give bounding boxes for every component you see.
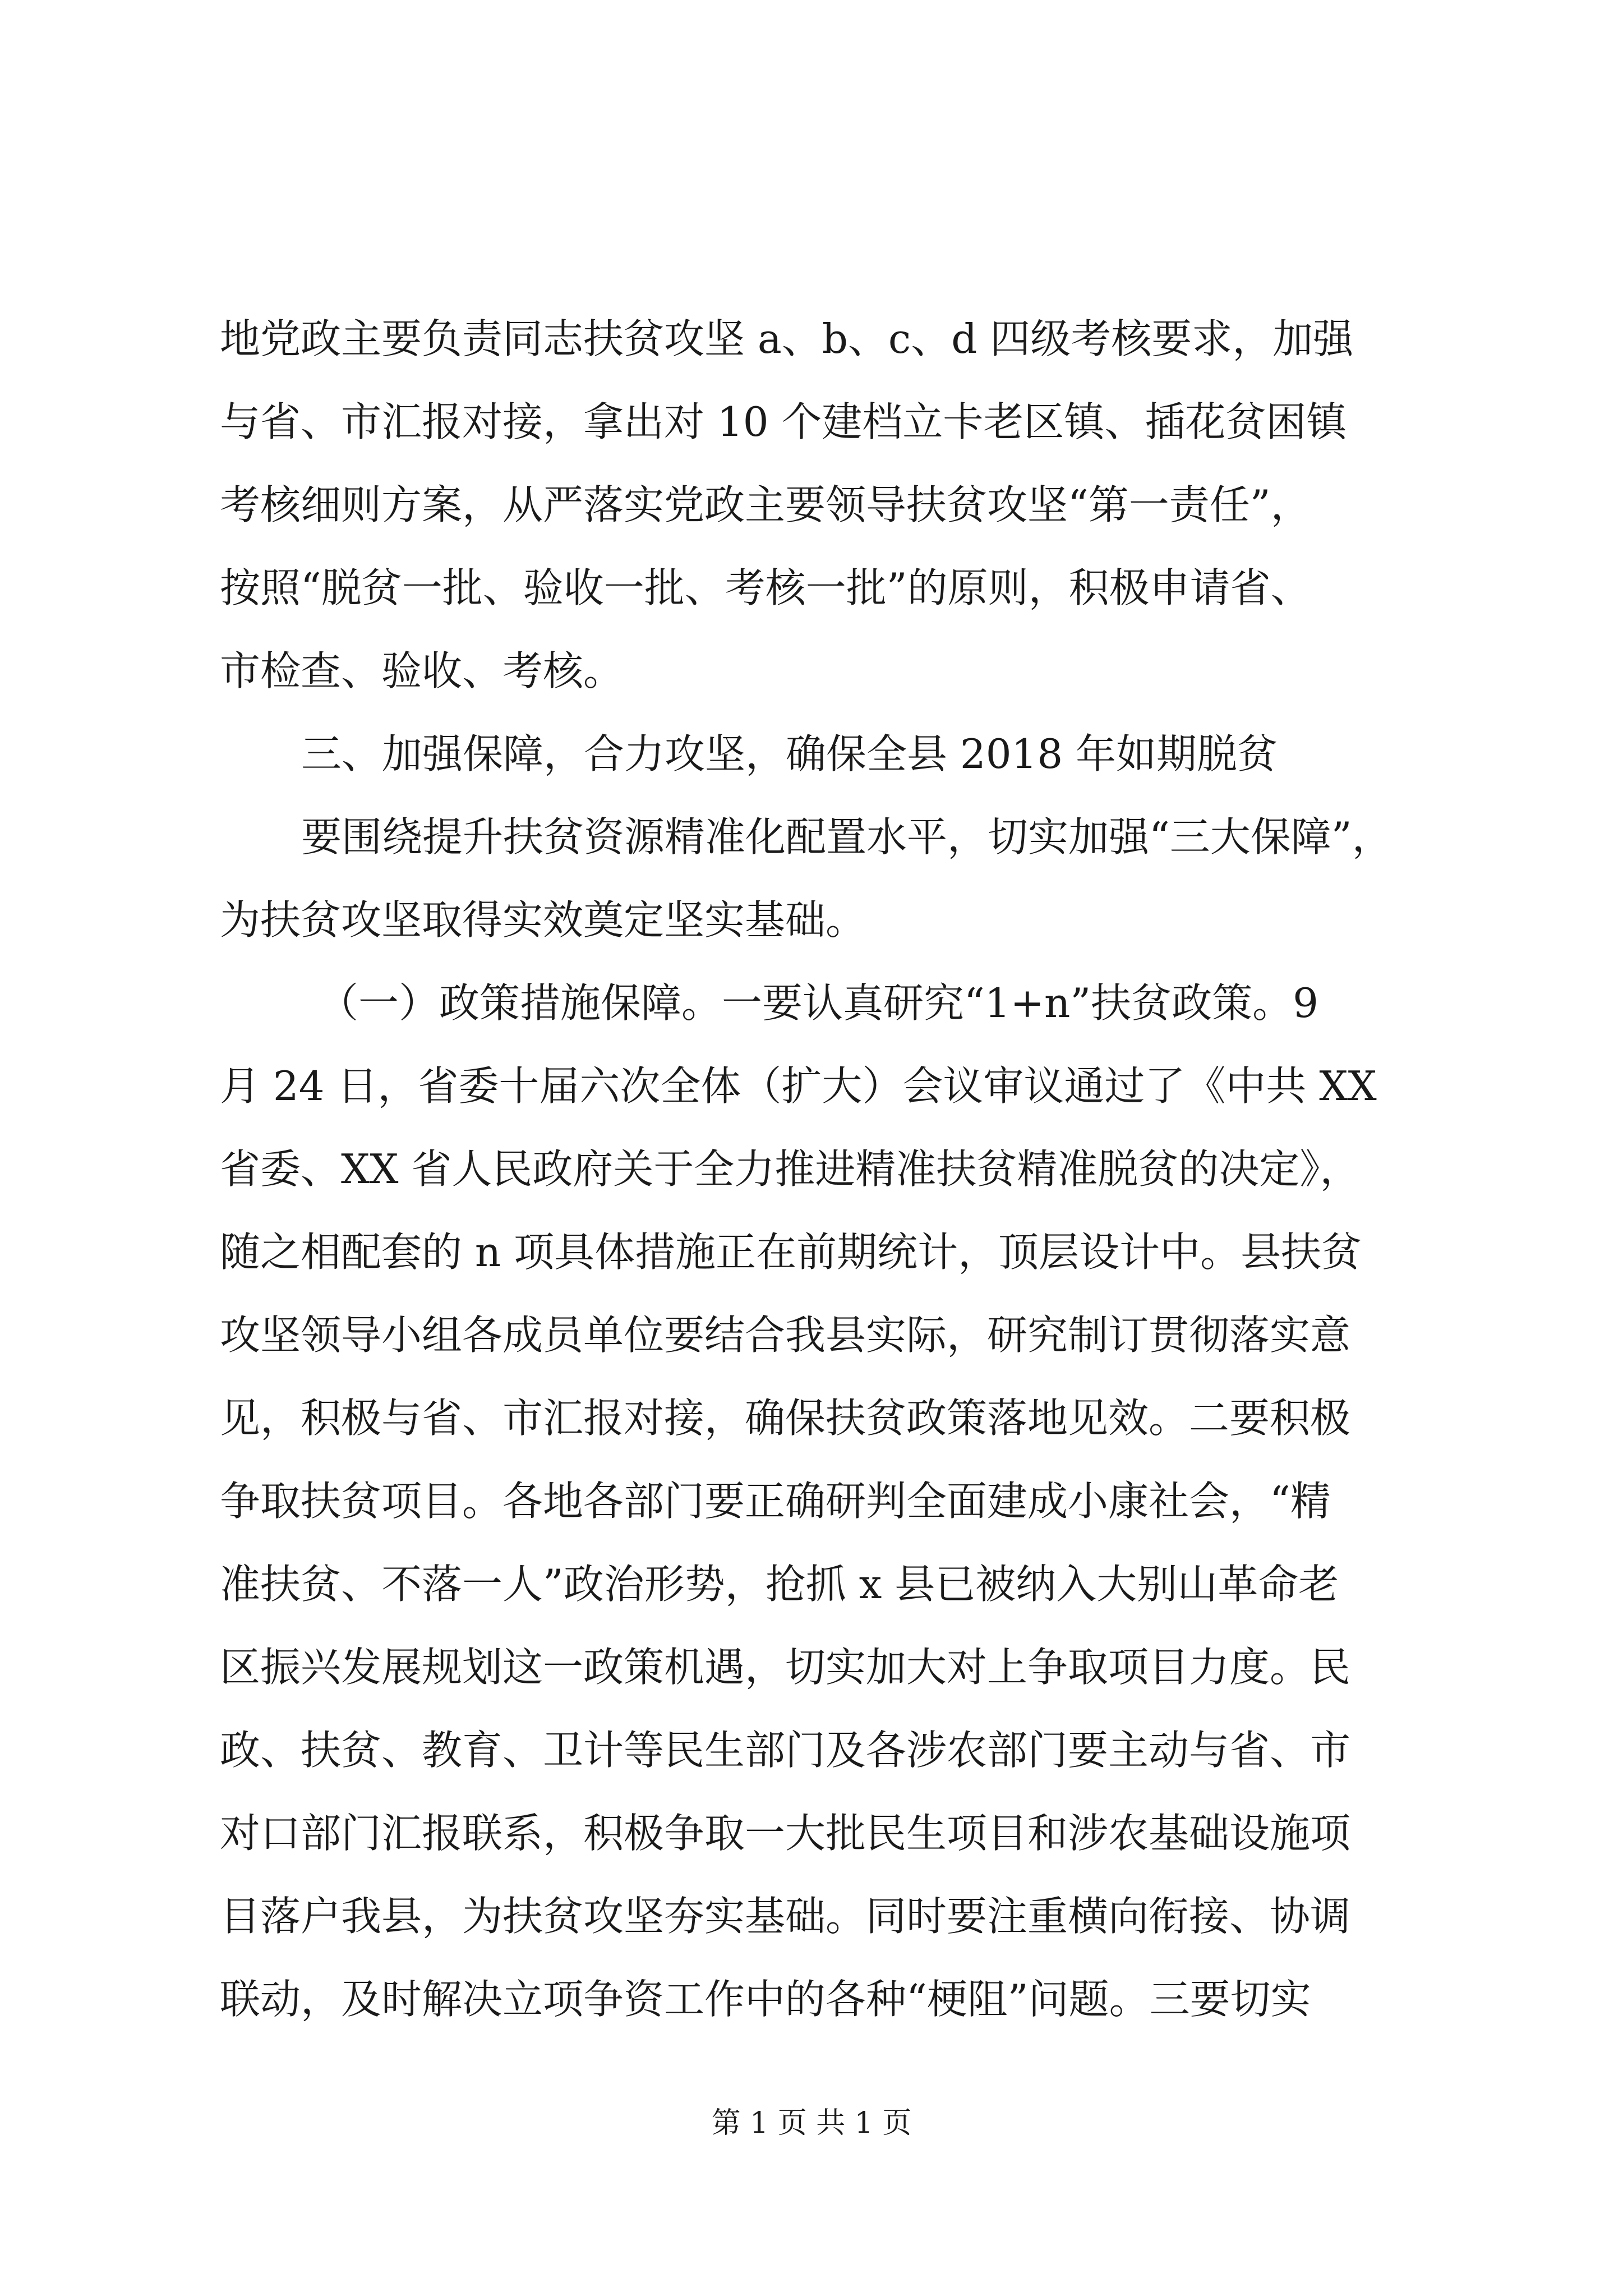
text-line: 与省、市汇报对接，拿出对 10 个建档立卡老区镇、插花贫困镇 [220, 398, 1347, 445]
text-line: 月 24 日，省委十届六次全体（扩大）会议审议通过了《中共 XX [220, 1062, 1377, 1110]
text-line: 对口部门汇报联系，积极争取一大批民生项目和涉农基础设施项 [220, 1810, 1351, 1857]
text-line: 准扶贫、不落一人”政治形势，抢抓 x 县已被纳入大别山革命老 [220, 1561, 1339, 1608]
text-line: 争取扶贫项目。各地各部门要正确研判全面建成小康社会，“精 [220, 1478, 1331, 1525]
text-line: 随之相配套的 n 项具体措施正在前期统计，顶层设计中。县扶贫 [220, 1228, 1362, 1276]
text-line: 为扶贫攻坚取得实效奠定坚实基础。 [220, 896, 866, 944]
text-line: 地党政主要负责同志扶贫攻坚 a、b、c、d 四级考核要求，加强 [220, 315, 1354, 362]
section-heading: 三、加强保障，合力攻坚，确保全县 2018 年如期脱贫 [301, 730, 1278, 777]
body-text [220, 297, 1426, 2041]
text-line: 考核细则方案，从严落实党政主要领导扶贫攻坚“第一责任”， [220, 481, 1311, 528]
text-line: 市检查、验收、考核。 [220, 647, 624, 694]
text-line: 联动，及时解决立项争资工作中的各种“梗阻”问题。三要切实 [220, 1976, 1311, 2023]
text-line: 区振兴发展规划这一政策机遇，切实加大对上争取项目力度。民 [220, 1644, 1351, 1691]
text-line: 政、扶贫、教育、卫计等民生部门及各涉农部门要主动与省、市 [220, 1727, 1351, 1774]
text-line: 按照“脱贫一批、验收一批、考核一批”的原则，积极申请省、 [220, 564, 1311, 611]
subsection-line: （一）政策措施保障。一要认真研究“1+n”扶贫政策。9 [318, 979, 1318, 1027]
text-line: 见，积极与省、市汇报对接，确保扶贫政策落地见效。二要积极 [220, 1395, 1351, 1442]
text-line: 目落户我县，为扶贫攻坚夯实基础。同时要注重横向衔接、协调 [220, 1893, 1351, 1940]
text-line: 省委、XX 省人民政府关于全力推进精准扶贫精准脱贫的决定》， [220, 1145, 1361, 1193]
text-line: 要围绕提升扶贫资源精准化配置水平，切实加强“三大保障”， [301, 813, 1393, 861]
text-line: 攻坚领导小组各成员单位要结合我县实际，研究制订贯彻落实意 [220, 1312, 1351, 1359]
page-footer: 第 1 页 共 1 页 [711, 2106, 912, 2140]
